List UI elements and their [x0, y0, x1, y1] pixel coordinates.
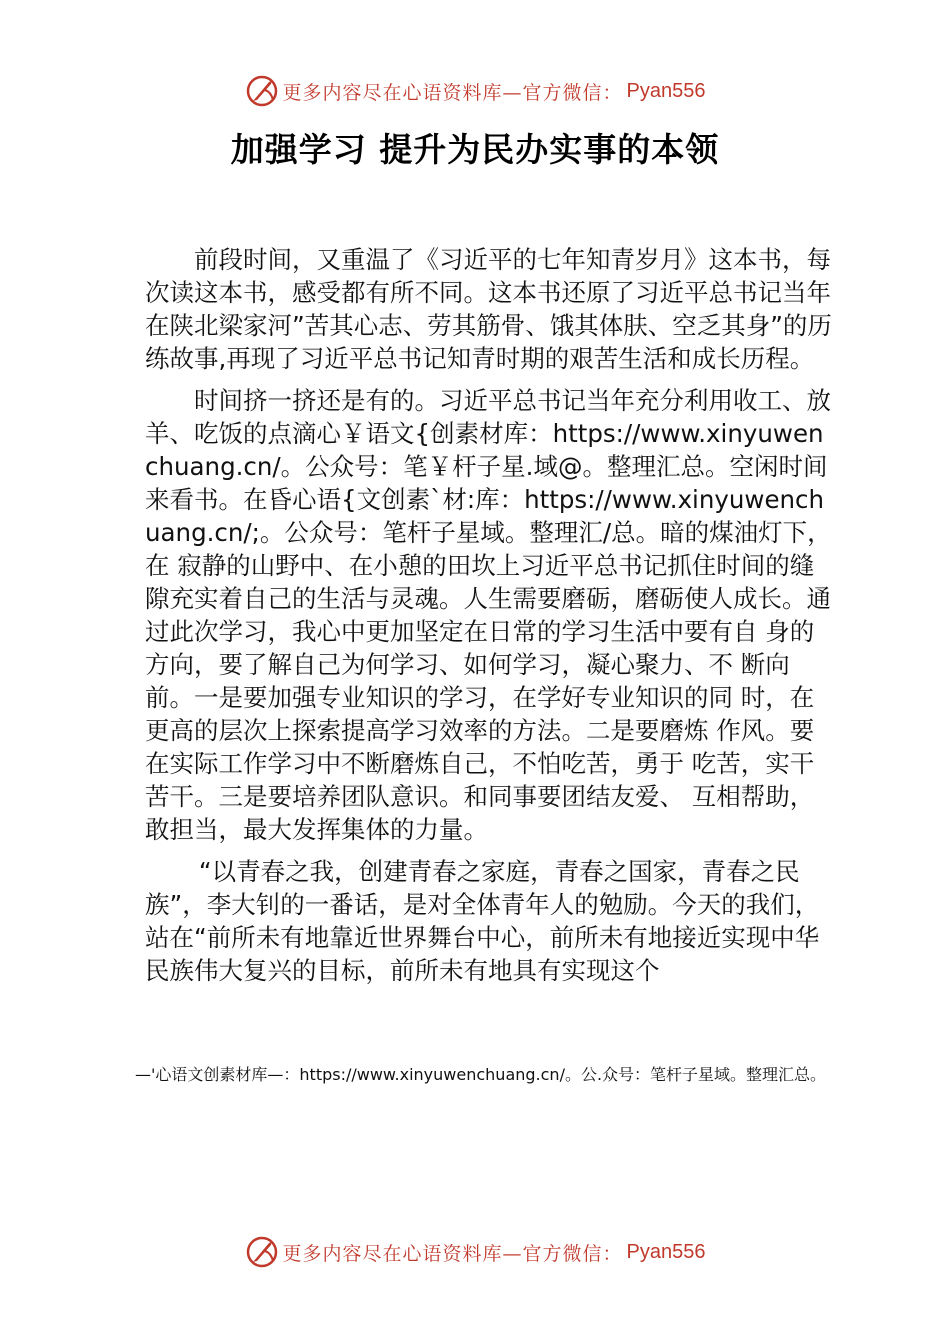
paragraph-1: 前段时间，又重温了《习近平的七年知青岁月》这本书，每次读这本书，感受都有所不同。这本书还原了习近平总书记当年在陕北梁家河”苦其心志、劳其筋骨、饿其体肤、空乏其身”的历练故事,再现了习近平总书记知青时期的艰苦生活和成长历程。 — [145, 245, 832, 373]
footer-banner — [0, 1235, 950, 1269]
banner-text: 更多内容尽在心语资料库—官方微信： — [282, 81, 623, 104]
quill-logo-icon — [245, 1235, 279, 1269]
paragraph-3: “以青春之我，创建青春之家庭，青春之国家，青春之民族”，李大钊的一番话，是对全体青年人的勉励。今天的我们，站在“前所未有地靠近世界舞台中心，前所未有地接近实现中华民族伟大复兴的目标，前所未有地具有实现这个 — [145, 857, 820, 985]
footnote: —'心语文创素材库—：https://www.xinyuwenchuang.cn/。公.众号：笔杆子星域。整理汇总。 — [135, 1065, 827, 1084]
quill-logo-icon — [245, 74, 279, 108]
footer-wechat-id: Pyan556 — [626, 1240, 706, 1263]
document-title: 加强学习 提升为民办实事的本领 — [230, 130, 720, 169]
banner-wechat-id: Pyan556 — [626, 79, 706, 102]
document-body — [145, 243, 835, 987]
header-banner — [0, 74, 950, 108]
paragraph-2: 时间挤一挤还是有的。习近平总书记当年充分利用收工、放羊、吃饭的点滴心￥语文{创素材库：https://www.xinyuwenchuang.cn/。公众号：笔￥杆子星.域@。整理汇总。空闲时间来看书。在昏心语{文创素`材:库：https://www.xinyuwenchuang.cn/;。公众号：笔杆子星域。整理汇/总。暗的煤油灯下，在 寂静的山野中、在小憩的田坎上习近平总书记抓住时间的缝 隙充实着自己的生活与灵魂。人生需要磨砺，磨砺使人成长。通过此次学习，我心中更加坚定在日常的学习生活中要有自 身的方向，要了解自己为何学习、如何学习，凝心聚力、不 断向前。一是要加强专业知识的学习，在学好专业知识的同 时，在更高的层次上探索提高学习效率的方法。二是要磨炼 作风。要在实际工作学习中不断磨炼自己，不怕吃苦，勇于 吃苦，实干苦干。三是要培养团队意识。和同事要团结友爱、 互相帮助，敢担当，最大发挥集体的力量。 — [145, 386, 832, 844]
footer-banner-text: 更多内容尽在心语资料库—官方微信： — [282, 1242, 623, 1265]
